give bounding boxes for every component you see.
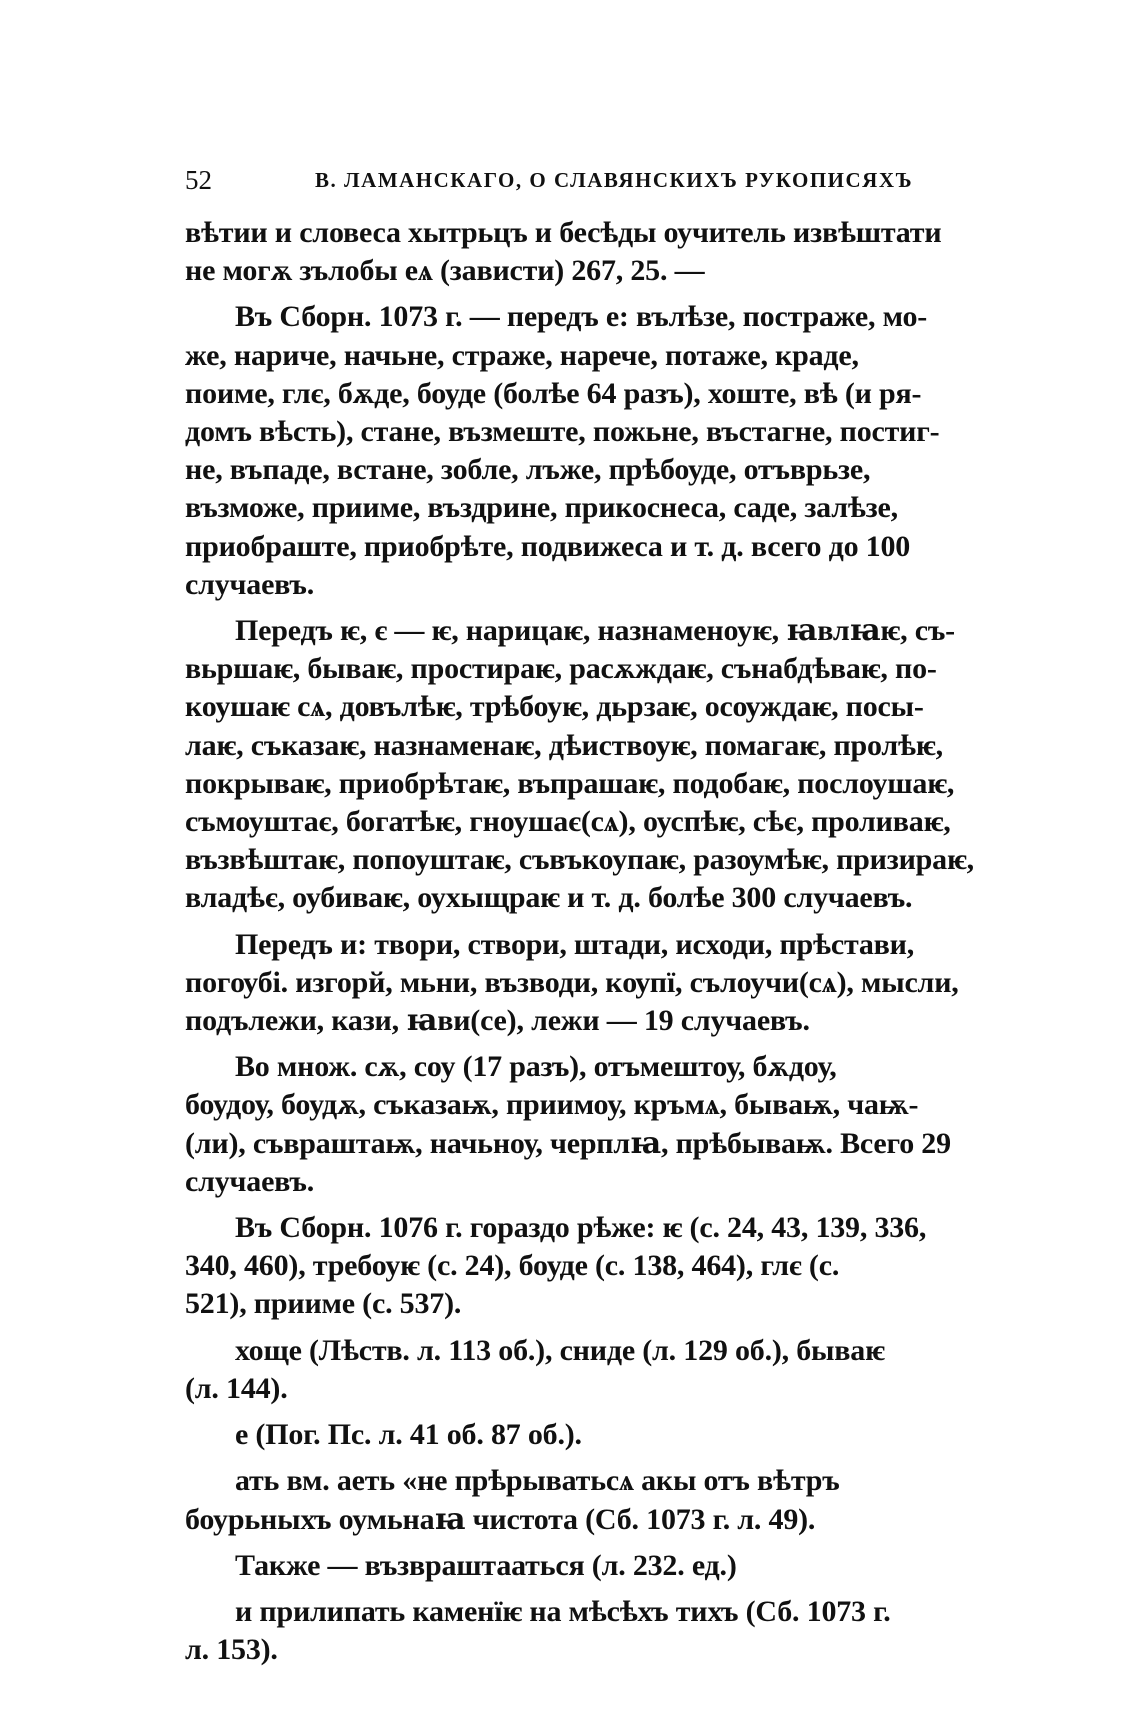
text-line: Въ Сборн. 1076 г. гораздо рѣже: ѥ (с. 24, 43, 139, 336,	[235, 1211, 927, 1245]
text-line: хоще (Лѣств. л. 113 об.), сниде (л. 129 об.), бываѥ	[235, 1333, 885, 1367]
paragraph	[185, 1048, 1000, 1201]
text-line: Во множ. сѫ, соу (17 разъ), отъмештоу, бѫдоу,	[235, 1050, 837, 1084]
text-line: коушаѥ сѧ, довълѣѥ, трѣбоуѥ, дьрзаѥ, осѹждаѥ, посы-	[185, 690, 924, 724]
page-header	[185, 160, 1000, 200]
paragraph	[185, 1462, 1000, 1538]
text-line: владѣє, оубиваѥ, оухыщраѥ и т. д. болѣе 300 случаевъ.	[185, 881, 913, 915]
text-line: поиме, глє, бѫде, боуде (болѣе 64 разъ), хоште, вѣ (и ря-	[185, 376, 922, 410]
text-line: боурьныхъ оумьнаꙗ чистота (Сб. 1073 г. л. 49).	[185, 1502, 816, 1536]
book-page	[185, 160, 1000, 1677]
text-line: приобраште, приобрѣте, подвижеса и т. д. всего до 100	[185, 529, 911, 563]
paragraph	[185, 1209, 1000, 1324]
text-line: ать вм. аеть «не прѣрыватьсѧ акы отъ вѣтръ	[235, 1464, 840, 1498]
paragraph	[185, 1547, 1000, 1585]
paragraph	[185, 612, 1000, 918]
page-body	[185, 214, 1000, 1669]
text-line: възможе, приимe, въздрине, прикоснеса, саде, залѣзе,	[185, 491, 898, 525]
running-head: В. ЛАМАНСКАГО, О СЛАВЯНСКИХЪ РУКОПИСЯХЪ	[315, 168, 914, 192]
text-line: погѹбі. изгорй, мьни, възводи, кѹпї, сълоучи(сѧ), мысли,	[185, 965, 959, 999]
text-line: домъ вѣсть), стане, възмеште, пожьне, въстагне, постиг-	[185, 415, 940, 449]
text-line: вьршаѥ, бываѥ, простираѥ, расѫждаѥ, сънабдѣваѥ, по-	[185, 652, 937, 686]
paragraph	[185, 1332, 1000, 1408]
paragraph	[185, 214, 1000, 290]
text-line: л. 153).	[185, 1633, 278, 1667]
text-line: е (Пог. Пс. л. 41 об. 87 об.).	[235, 1418, 582, 1452]
text-line: възвѣштаѥ, попоуштаѥ, съвъкоупаѥ, разѹмѣѥ, призираѥ,	[185, 843, 974, 877]
text-line: (л. 144).	[185, 1371, 288, 1405]
text-line: не, въпаде, встане, зобле, лъже, прѣбоуде, отъврьзе,	[185, 453, 871, 487]
page-number: 52	[185, 165, 212, 195]
text-line: 340, 460), требоуѥ (с. 24), боуде (с. 138, 464), глє (с.	[185, 1249, 840, 1283]
text-line: 521), прииме (с. 537).	[185, 1287, 462, 1321]
text-line: покрываѥ, приобрѣтаѥ, въпрашаѥ, подобаѥ, послоушаѥ,	[185, 766, 955, 800]
text-line: случаевъ.	[185, 1164, 315, 1198]
text-line: съмоуштає, богатѣѥ, гноушає(сѧ), оуспѣѥ, сѣє, проливаѥ,	[185, 805, 951, 839]
text-line: не могѫ зълобы еѧ (зависти) 267, 25. —	[185, 254, 705, 288]
paragraph	[185, 298, 1000, 604]
text-line: случаевъ.	[185, 567, 315, 601]
text-line: (ли), съвраштаѭ, начьноу, черплꙗ, прѣбываѭ. Всего 29	[185, 1126, 951, 1160]
paragraph	[185, 1593, 1000, 1669]
text-line: боудоу, боудѫ, съказаѭ, приимоу, кръмѧ, бываѭ, чаѭ-	[185, 1088, 919, 1122]
text-line: Въ Сборн. 1073 г. — передъ е: вълѣзе, постраже, мо-	[235, 300, 928, 334]
text-line: подълежи, кази, ꙗви(се), лежи — 19 случаевъ.	[185, 1004, 810, 1038]
text-line: лаѥ, съказаѥ, назнаменаѥ, дѣиствоуѥ, помагаѥ, пролѣѥ,	[185, 728, 943, 762]
text-line: Также — възвраштааться (л. 232. ед.)	[235, 1548, 737, 1582]
paragraph	[185, 1416, 1000, 1454]
text-line: Передъ и: твори, створи, штади, исходи, прѣстави,	[235, 927, 915, 961]
paragraph	[185, 926, 1000, 1041]
text-line: же, нариче, начьне, страже, нарече, потаже, краде,	[185, 338, 859, 372]
text-line: Передъ ѥ, є — ѥ, нарицаѥ, назнаменоуѥ, ꙗвлꙗѥ, съ-	[235, 614, 955, 648]
text-line: и прилипать каменїѥ на мѣсѣхъ тихъ (Сб. 1073 г.	[235, 1594, 891, 1628]
text-line: вѣтии и словеса хытрьцъ и бесѣды оучитель извѣштати	[185, 216, 942, 249]
